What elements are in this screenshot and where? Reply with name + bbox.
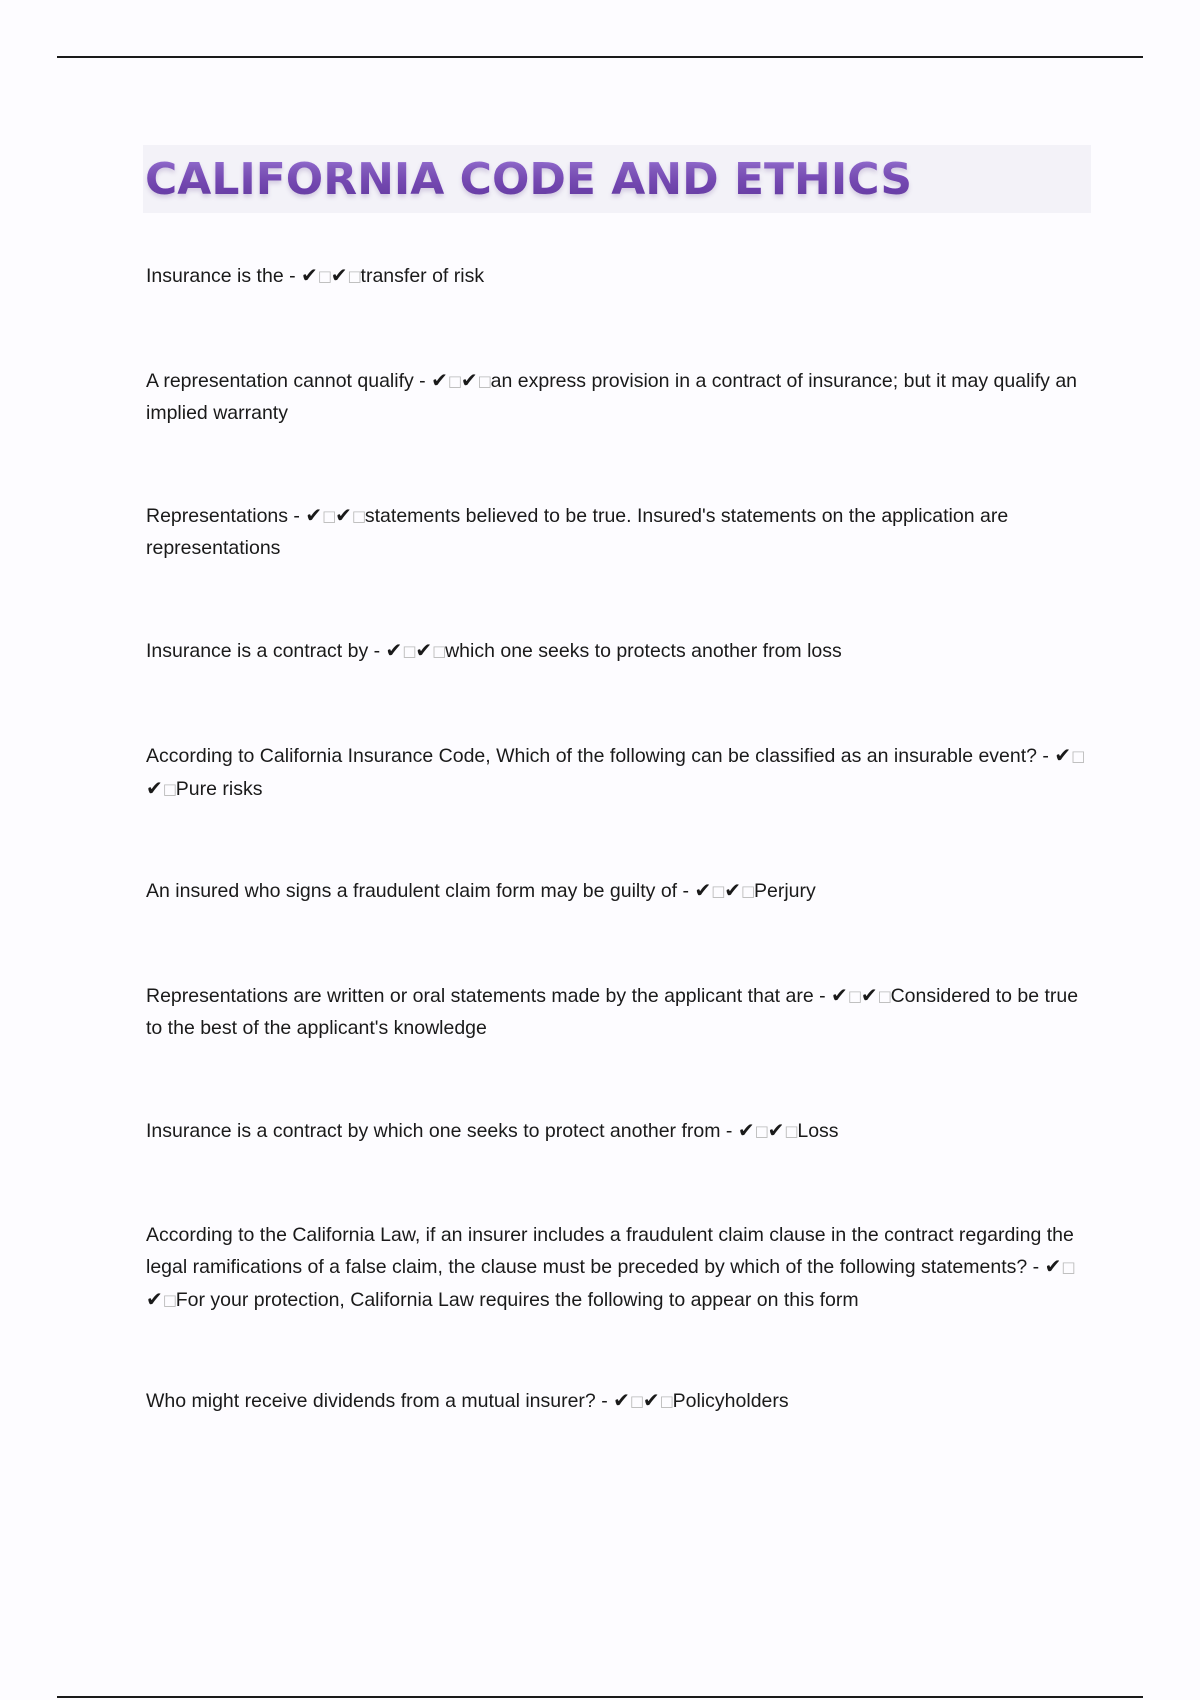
qa-item (146, 1385, 1086, 1418)
checkmark-icon: ✔ (767, 1118, 785, 1142)
answer-text: For your protection, California Law requires the following to appear on this form (175, 1289, 859, 1311)
checkmark-icon: ✔ (1044, 1254, 1062, 1278)
missing-glyph-box-icon: □ (754, 1122, 769, 1140)
qa-item (146, 260, 1086, 293)
separator: - (1037, 745, 1055, 767)
question-text: According to the California Law, if an insurer includes a fraudulent claim clause in the contract regarding the legal ramifications of a false claim, the clause must be preceded by which of the following statements? (146, 1224, 1074, 1278)
separator: - (368, 640, 386, 662)
top-rule (57, 56, 1143, 58)
checkmark-icon: ✔ (831, 983, 848, 1007)
checkmark-icon: ✔ (330, 263, 348, 287)
separator: - (413, 370, 432, 392)
missing-glyph-box-icon: □ (402, 642, 417, 660)
missing-glyph-box-icon: □ (351, 507, 367, 525)
qa-item (146, 635, 1086, 668)
checkmark-icon: ✔ (1054, 743, 1072, 767)
page-title: CALIFORNIA CODE AND ETHICS (145, 153, 913, 205)
question-text: Insurance is a contract by which one seeks to protect another from (146, 1120, 721, 1142)
question-text: Who might receive dividends from a mutual insurer? (146, 1390, 596, 1412)
checkmark-icon: ✔ (860, 983, 878, 1007)
checkmark-icon: ✔ (146, 776, 163, 800)
answer-text: which one seeks to protects another from loss (445, 640, 842, 662)
missing-glyph-box-icon: □ (1071, 747, 1086, 765)
qa-item (146, 875, 1086, 908)
missing-glyph-box-icon: □ (711, 882, 726, 900)
checkmark-icon: ✔ (305, 503, 323, 527)
answer-text: Policyholders (672, 1390, 789, 1412)
missing-glyph-box-icon: □ (847, 987, 862, 1005)
answer-text: Perjury (753, 880, 816, 902)
question-text: Representations (146, 505, 289, 527)
answer-text: statements believed to be true. Insured's statements on the application are representations (146, 505, 1009, 559)
missing-glyph-box-icon: □ (162, 780, 177, 798)
missing-glyph-box-icon: □ (784, 1122, 799, 1140)
checkmark-icon: ✔ (146, 1287, 163, 1311)
missing-glyph-box-icon: □ (347, 267, 362, 285)
answer-text: Pure risks (175, 778, 263, 800)
checkmark-icon: ✔ (694, 878, 712, 902)
question-text: According to California Insurance Code, Which of the following can be classified as an insurable event? (146, 745, 1038, 767)
question-text: An insured who signs a fraudulent claim form may be guilty of (146, 880, 678, 902)
qa-item (146, 980, 1086, 1044)
qa-item (146, 740, 1086, 806)
checkmark-icon: ✔ (431, 368, 448, 392)
checkmark-icon: ✔ (737, 1118, 755, 1142)
checkmark-icon: ✔ (642, 1388, 660, 1412)
separator: - (677, 880, 695, 902)
separator: - (720, 1120, 738, 1142)
qa-item (146, 365, 1086, 429)
answer-text: transfer of risk (360, 265, 485, 287)
missing-glyph-box-icon: □ (322, 507, 337, 525)
missing-glyph-box-icon: □ (162, 1291, 177, 1309)
missing-glyph-box-icon: □ (629, 1392, 645, 1410)
missing-glyph-box-icon: □ (877, 987, 892, 1005)
separator: - (813, 985, 832, 1007)
checkmark-icon: ✔ (335, 503, 352, 527)
answer-text: Considered to be true to the best of the applicant's knowledge (146, 985, 1079, 1039)
checkmark-icon: ✔ (301, 263, 318, 287)
separator: - (1027, 1256, 1045, 1278)
checkmark-icon: ✔ (724, 878, 741, 902)
question-text: Representations are written or oral statements made by the applicant that are (146, 985, 814, 1007)
missing-glyph-box-icon: □ (740, 882, 756, 900)
missing-glyph-box-icon: □ (659, 1392, 674, 1410)
missing-glyph-box-icon: □ (477, 372, 492, 390)
qa-item (146, 1220, 1086, 1317)
checkmark-icon: ✔ (385, 638, 403, 662)
separator: - (595, 1390, 614, 1412)
separator: - (283, 265, 302, 287)
title-banner (143, 145, 1091, 213)
qa-item (146, 1115, 1086, 1148)
missing-glyph-box-icon: □ (317, 267, 332, 285)
missing-glyph-box-icon: □ (1061, 1258, 1076, 1276)
checkmark-icon: ✔ (613, 1388, 630, 1412)
qa-item (146, 500, 1086, 564)
missing-glyph-box-icon: □ (447, 372, 463, 390)
answer-text: an express provision in a contract of insurance; but it may qualify an implied warranty (146, 370, 1078, 424)
question-text: Insurance is a contract by (146, 640, 369, 662)
bottom-rule (57, 1696, 1143, 1698)
question-text: Insurance is the (146, 265, 284, 287)
checkmark-icon: ✔ (460, 368, 478, 392)
checkmark-icon: ✔ (415, 638, 433, 662)
separator: - (288, 505, 306, 527)
answer-text: Loss (797, 1120, 839, 1142)
missing-glyph-box-icon: □ (432, 642, 447, 660)
question-text: A representation cannot qualify (146, 370, 414, 392)
